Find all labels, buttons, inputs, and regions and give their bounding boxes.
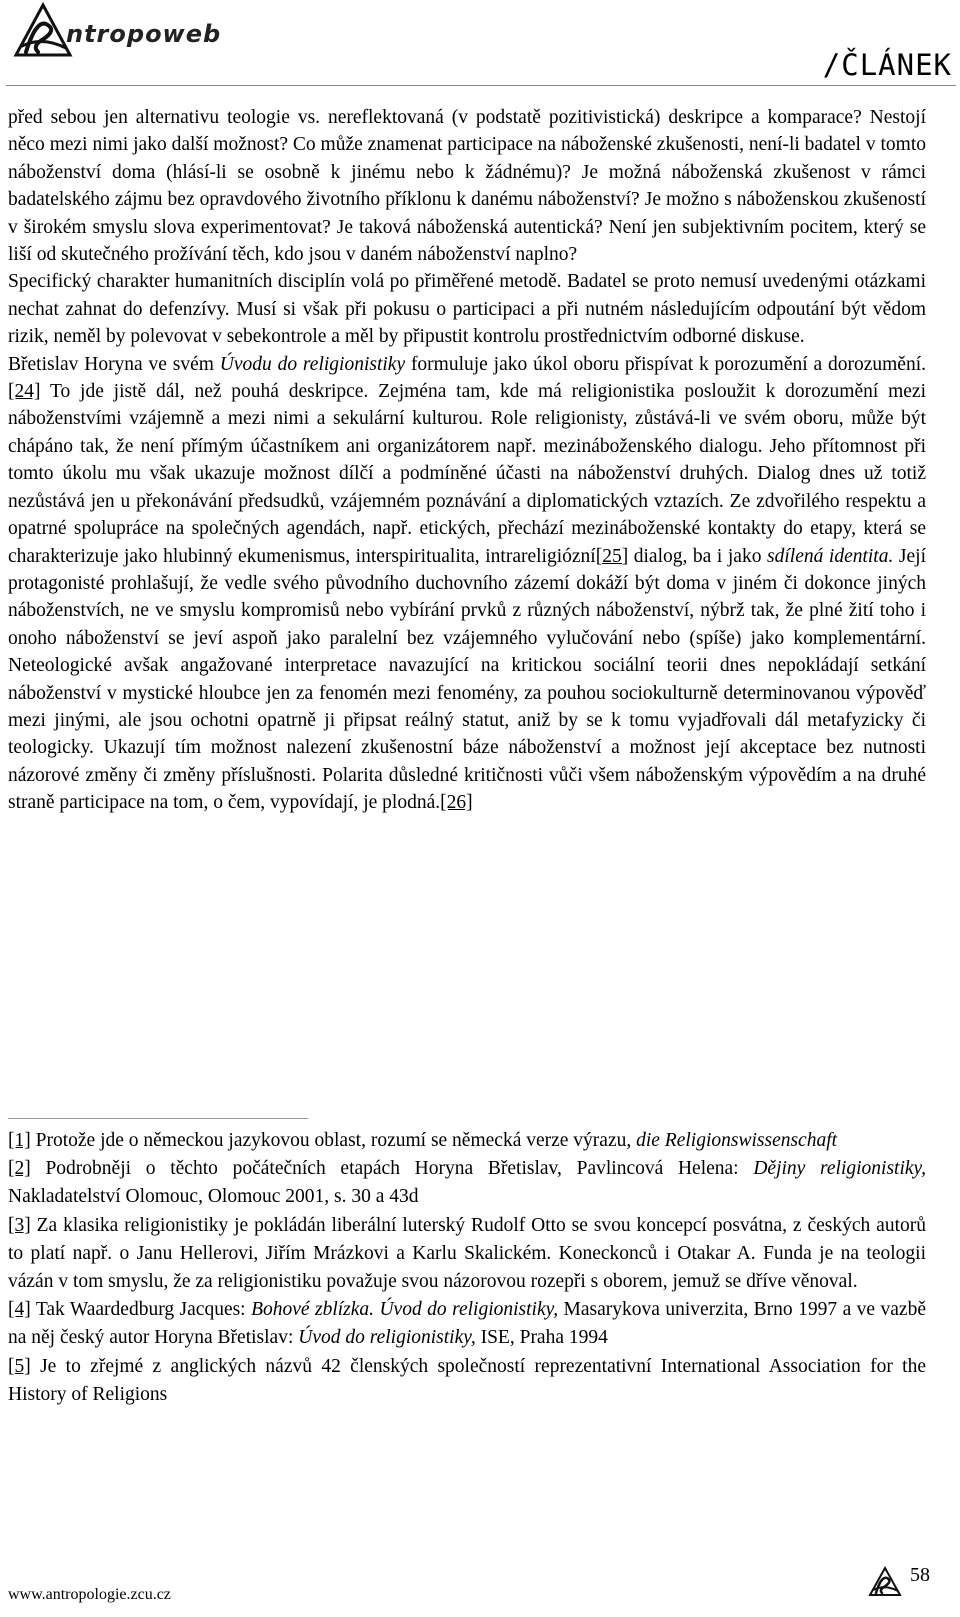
footnote-ref-link[interactable]: [25] [595, 545, 629, 567]
footer-url: www.antropologie.zcu.cz [8, 1586, 171, 1603]
footnote-text: ISE, Praha 1994 [475, 1327, 608, 1349]
footnote-text: Podrobněji o těchto počátečních etapách Horyna Břetislav, Pavlincová Helena: [30, 1158, 754, 1180]
footnote-text: Za klasika religionistiky je pokládán liberální luterský Rudolf Otto se svou koncepcí posvátna, z českých autorů to platí např. o Janu Hellerovi, Jiřím Mrázkovi a Karlu Skalickém. Koneckonců i Otakar A. Funda je na teologii vázán v tom smyslu, že za religionistiku považuje svou názorovou rozepři s oborem, jemuž se dříve věnoval. [8, 1214, 926, 1293]
footnote-5 [8, 1353, 926, 1409]
article-body [8, 104, 926, 817]
footnote-italic: Bohové zblízka. Úvod do religionistiky, [251, 1299, 559, 1321]
paragraph-3 [8, 351, 926, 817]
section-label: /ČLÁNEK [822, 48, 952, 82]
logo-a-icon [12, 2, 74, 60]
paragraph-text: To jde jistě dál, než pouhá deskripce. Zejména tam, kde má religionistika posloužit k dorozumění mezi náboženstvími vzájemně a mezi nimi a sekulární kulturou. Role religionisty, zůstává-li ve svém oboru, může být chápáno tak, že není přímým účastníkem ani organizátorem např. mezináboženského dialogu. Jeho přítomnost při tomto úkolu mu však ukazuje možnost dílčí a podmíněné účasti na náboženství druhých. Dialog dnes už totiž nezůstává jen u překonávání předsudků, vzájemném poznávání a diplomatických vztazích. Ze zdvořilého respektu a opatrné spolupráce na společných agendách, např. etických, přechází mezináboženské kontakty do etapy, která se charakterizuje jako hlubinný ekumenismus, interspiritualita, intrareligiózní [8, 381, 926, 567]
book-title: Úvodu do religionistiky [219, 353, 406, 375]
antropoweb-logo [12, 2, 221, 60]
footnote-number-link[interactable]: [5] [8, 1355, 31, 1377]
footnote-text: Protože jde o německou jazykovou oblast, rozumí se německá verze výrazu, [30, 1130, 637, 1151]
paragraph-1 [8, 104, 926, 268]
footnote-ref-link[interactable]: [26] [440, 792, 473, 814]
small-logo-icon [868, 1566, 902, 1598]
footnote-1 [8, 1127, 926, 1155]
footnote-text: Masarykova univerzita, Brno 1997 a ve vazbě na něj český autor Horyna Břetislav: [8, 1299, 926, 1349]
footnote-text: Nakladatelství Olomouc, Olomouc 2001, s. 30 a 43d [8, 1186, 419, 1208]
footnote-italic: die Religionswissenschaft [636, 1130, 838, 1151]
footnote-text: Tak Waardedburg Jacques: [30, 1299, 252, 1321]
page-number: 58 [910, 1563, 930, 1586]
footnote-text: Je to zřejmé z anglických názvů 42 členských společností reprezentativní International Association for the History of Religions [8, 1355, 926, 1405]
logo-text: ntropoweb [66, 20, 222, 48]
footnote-2 [8, 1155, 926, 1211]
footnote-number-link[interactable]: [4] [8, 1299, 31, 1321]
footnotes-section [8, 1118, 926, 1409]
footnote-number-link[interactable]: [1] [8, 1130, 31, 1151]
footnote-3 [8, 1212, 926, 1297]
footnote-4 [8, 1296, 926, 1352]
footnote-number-link[interactable]: [3] [8, 1214, 31, 1236]
paragraph-text: formuluje jako úkol oboru přispívat k porozumění a dorozumění. [405, 353, 927, 375]
footnote-number-link[interactable]: [2] [8, 1158, 31, 1180]
paragraph-text: před sebou jen alternativu teologie vs. nereflektovaná (v podstatě pozitivistická) deskripce a komparace? Nestojí něco mezi nimi jako další možnost? Co může znamenat participace na náboženské zkušenosti, není-li badatel v tomto náboženství doma (hlásí-li se osobně k jinému nebo k žádnému)? Je možná náboženská zkušenost v rámci badatelského zájmu bez opravdového životního příklonu k danému náboženství? Je možno s náboženskou zkušeností v širokém smyslu slova experimentovat? Je taková náboženská autentická? Není jen subjektivním pocitem, který se liší od skutečného prožívání těch, kdo jsou v daném náboženství naplno? [8, 107, 926, 266]
footnote-divider [8, 1118, 308, 1119]
footnote-italic: Dějiny religionistiky, [753, 1158, 926, 1180]
emphasis-text: sdílená identita. [767, 545, 894, 567]
footnote-italic: Úvod do religionistiky, [298, 1327, 476, 1349]
paragraph-text: Břetislav Horyna ve svém [8, 353, 220, 375]
header-divider [6, 85, 956, 86]
paragraph-text: Specifický charakter humanitních disciplín volá po přiměřené metodě. Badatel se proto nemusí uvedenými otázkami nechat zahnat do defenzívy. Musí si však při pokusu o participaci a při nutném následujícím odpoutání být vědom rizik, neměl by polevovat v sebekontrole a měl by připustit kontrolu prostřednictvím odborné diskuse. [8, 271, 926, 348]
footnote-ref-link[interactable]: [24] [8, 381, 41, 403]
footer-page [868, 1563, 930, 1598]
paragraph-text: dialog, ba i jako [628, 545, 768, 567]
paragraph-2 [8, 268, 926, 350]
page-header [6, 0, 956, 86]
paragraph-text: Její protagonisté prohlašují, že vedle svého původního duchovního zázemí dokáží být doma v jiném či dokonce jiných náboženstvích, ne ve smyslu kompromisů nebo vybírání prvků z různých náboženství, nýbrž tak, že plné žití toho i onoho náboženství se jeví aspoň jako paralelní bez vzájemného vylučování nebo (spíše) jako komplementární. Neteologické avšak angažované interpretace navazující na kritickou sociální teorii dnes nepokládají setkání náboženství v mystické hloubce jen za fenomén mezi fenomény, za pouhou sociokulturně determinovanou výpověď mezi jinými, ale jsou ochotni opatrně ji připsat reálný statut, aniž by se k tomu vyjadřovali dál metafyzicky či teologicky. Ukazují tím možnost nalezení zkušenostní báze náboženství a možnost její akceptace bez nutnosti názorové změny či změny příslušnosti. Polarita důsledné kritičnosti vůči všem náboženským výpovědím a na druhé straně participace na tom, o čem, vypovídají, je plodná. [8, 545, 926, 814]
